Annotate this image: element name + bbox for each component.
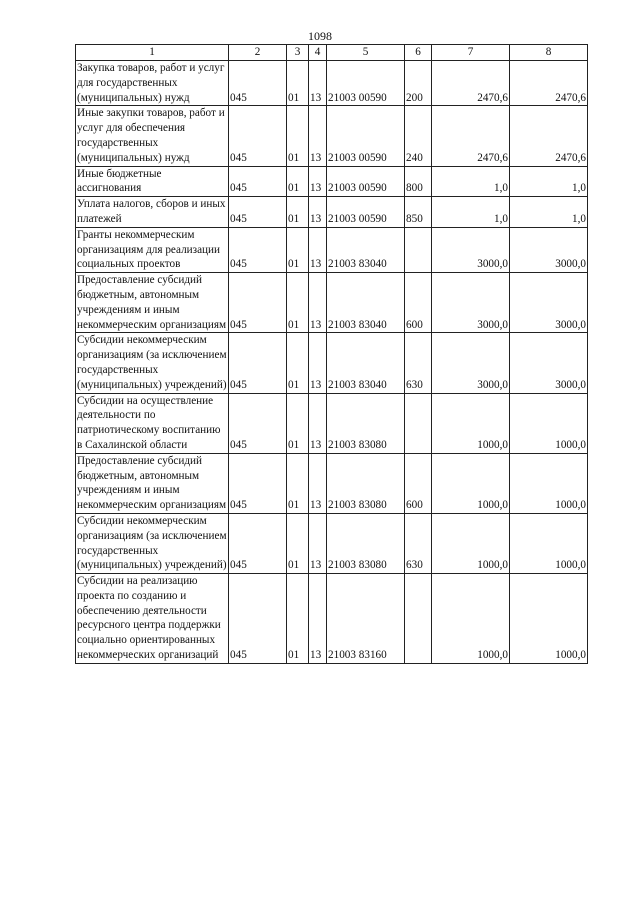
amount-cell: 1000,0 [432,453,510,513]
subsection-cell: 13 [309,393,327,453]
amount-cell: 1,0 [510,166,588,197]
table-row [76,273,588,333]
header-row [76,45,588,61]
target-article-cell: 21003 83160 [327,574,405,664]
row-name-cell: Предоставление субсидий бюджетным, автономным учреждениям и иным некоммерческим организациям [76,273,229,333]
expense-type-cell: 630 [405,513,432,573]
table-row [76,227,588,272]
row-name-cell: Иные бюджетные ассигнования [76,166,229,197]
amount-cell: 2470,6 [432,106,510,166]
amount-cell: 3000,0 [432,227,510,272]
expense-type-cell [405,393,432,453]
table-row [76,197,588,228]
target-article-cell: 21003 00590 [327,106,405,166]
expense-type-cell: 240 [405,106,432,166]
amount-cell: 1000,0 [432,513,510,573]
section-cell: 01 [287,197,309,228]
column-header: 5 [327,45,405,61]
column-header: 3 [287,45,309,61]
amount-cell: 1,0 [432,197,510,228]
column-header: 4 [309,45,327,61]
target-article-cell: 21003 00590 [327,61,405,106]
amount-cell: 1000,0 [432,574,510,664]
amount-cell: 3000,0 [510,227,588,272]
amount-cell: 1,0 [432,166,510,197]
subsection-cell: 13 [309,453,327,513]
table-row [76,453,588,513]
section-cell: 01 [287,61,309,106]
subsection-cell: 13 [309,273,327,333]
ministry-code-cell: 045 [229,453,287,513]
target-article-cell: 21003 83080 [327,393,405,453]
subsection-cell: 13 [309,106,327,166]
column-header: 8 [510,45,588,61]
table-row [76,106,588,166]
target-article-cell: 21003 00590 [327,197,405,228]
row-name-cell: Субсидии некоммерческим организациям (за исключением государственных (муниципальных) учреждений) [76,513,229,573]
expense-type-cell: 850 [405,197,432,228]
ministry-code-cell: 045 [229,166,287,197]
expense-type-cell: 200 [405,61,432,106]
target-article-cell: 21003 00590 [327,166,405,197]
expense-type-cell: 600 [405,273,432,333]
section-cell: 01 [287,393,309,453]
section-cell: 01 [287,273,309,333]
column-header: 7 [432,45,510,61]
ministry-code-cell: 045 [229,393,287,453]
ministry-code-cell: 045 [229,106,287,166]
amount-cell: 3000,0 [510,273,588,333]
table-body [76,61,588,664]
expense-type-cell: 600 [405,453,432,513]
section-cell: 01 [287,333,309,393]
subsection-cell: 13 [309,574,327,664]
section-cell: 01 [287,106,309,166]
section-cell: 01 [287,166,309,197]
row-name-cell: Гранты некоммерческим организациям для реализации социальных проектов [76,227,229,272]
amount-cell: 1,0 [510,197,588,228]
column-header: 6 [405,45,432,61]
amount-cell: 1000,0 [432,393,510,453]
target-article-cell: 21003 83080 [327,453,405,513]
section-cell: 01 [287,513,309,573]
amount-cell: 1000,0 [510,513,588,573]
row-name-cell: Предоставление субсидий бюджетным, автономным учреждениям и иным некоммерческим организациям [76,453,229,513]
table-row [76,393,588,453]
subsection-cell: 13 [309,197,327,228]
ministry-code-cell: 045 [229,227,287,272]
amount-cell: 2470,6 [432,61,510,106]
subsection-cell: 13 [309,513,327,573]
ministry-code-cell: 045 [229,574,287,664]
ministry-code-cell: 045 [229,513,287,573]
expense-type-cell [405,227,432,272]
row-name-cell: Субсидии на реализацию проекта по созданию и обеспечению деятельности ресурсного центра поддержки социально ориентированных некоммерческих организаций [76,574,229,664]
column-header: 2 [229,45,287,61]
amount-cell: 2470,6 [510,61,588,106]
amount-cell: 3000,0 [510,333,588,393]
subsection-cell: 13 [309,227,327,272]
table-row [76,574,588,664]
row-name-cell: Субсидии на осуществление деятельности по патриотическому воспитанию в Сахалинской области [76,393,229,453]
expense-type-cell: 800 [405,166,432,197]
amount-cell: 2470,6 [510,106,588,166]
target-article-cell: 21003 83040 [327,227,405,272]
amount-cell: 3000,0 [432,273,510,333]
ministry-code-cell: 045 [229,197,287,228]
expense-type-cell: 630 [405,333,432,393]
table-row [76,166,588,197]
target-article-cell: 21003 83040 [327,333,405,393]
table-row [76,333,588,393]
row-name-cell: Уплата налогов, сборов и иных платежей [76,197,229,228]
page-number: 1098 [308,29,332,43]
amount-cell: 3000,0 [432,333,510,393]
subsection-cell: 13 [309,61,327,106]
subsection-cell: 13 [309,166,327,197]
ministry-code-cell: 045 [229,273,287,333]
section-cell: 01 [287,453,309,513]
row-name-cell: Иные закупки товаров, работ и услуг для обеспечения государственных (муниципальных) нужд [76,106,229,166]
amount-cell: 1000,0 [510,453,588,513]
budget-table [75,44,588,664]
table-row [76,513,588,573]
amount-cell: 1000,0 [510,574,588,664]
row-name-cell: Субсидии некоммерческим организациям (за исключением государственных (муниципальных) учреждений) [76,333,229,393]
table-row [76,61,588,106]
expense-type-cell [405,574,432,664]
amount-cell: 1000,0 [510,393,588,453]
section-cell: 01 [287,227,309,272]
row-name-cell: Закупка товаров, работ и услуг для государственных (муниципальных) нужд [76,61,229,106]
target-article-cell: 21003 83040 [327,273,405,333]
ministry-code-cell: 045 [229,333,287,393]
column-header: 1 [76,45,229,61]
subsection-cell: 13 [309,333,327,393]
target-article-cell: 21003 83080 [327,513,405,573]
ministry-code-cell: 045 [229,61,287,106]
section-cell: 01 [287,574,309,664]
